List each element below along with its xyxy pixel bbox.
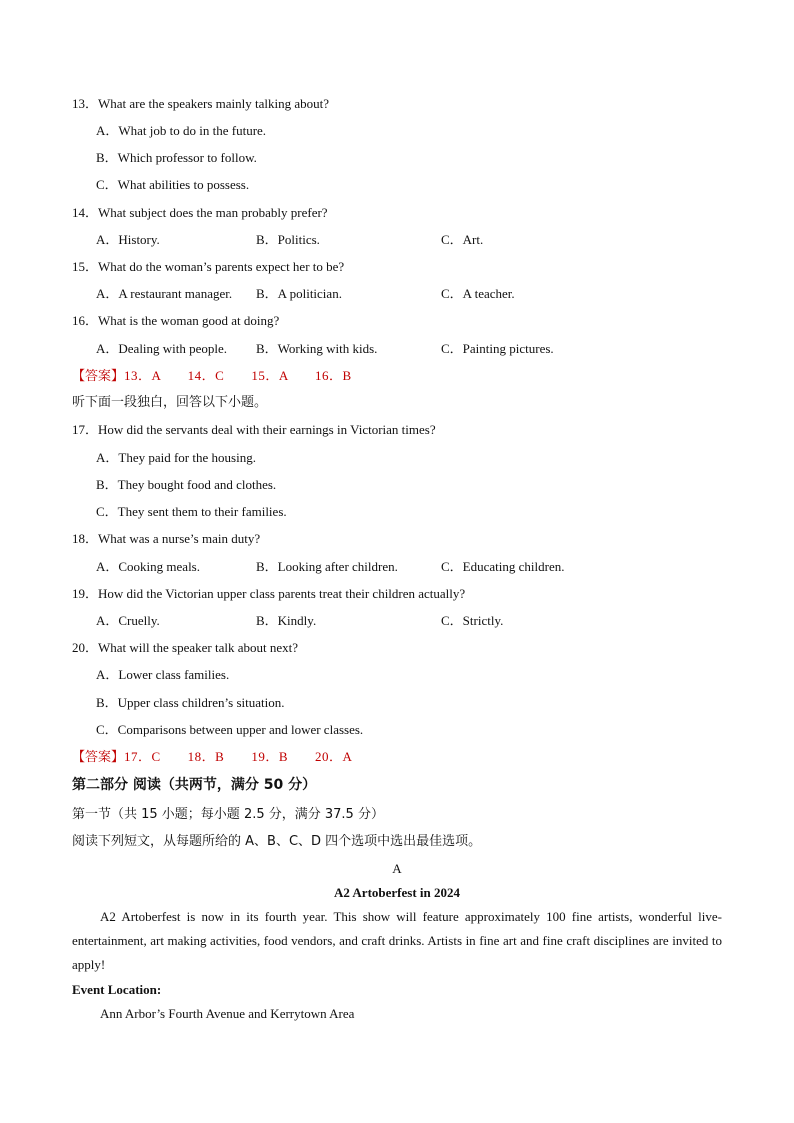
answer-label: 【答案】 <box>72 750 125 765</box>
q17-option-b: B．They bought food and clothes. <box>96 477 277 492</box>
q13-option-b: B．Which professor to follow. <box>96 150 257 165</box>
q20-option-c: C．Comparisons between upper and lower classes. <box>96 722 364 737</box>
passage-title: A2 Artoberfest in 2024 <box>333 885 460 900</box>
question-17: 17．How did the servants deal with their earnings in Victorian times? <box>72 422 436 437</box>
q19-option-a: A．Cruelly. <box>96 613 160 628</box>
q20-option-b: B．Upper class children’s situation. <box>96 695 285 710</box>
monologue-intro: 听下面一段独白，回答以下小题。 <box>72 395 268 410</box>
answer-label: 【答案】 <box>72 369 125 384</box>
reading-instructions: 阅读下列短文，从每题所给的 A、B、C、D 四个选项中选出最佳选项。 <box>72 834 482 849</box>
q13-option-a: A．What job to do in the future. <box>96 123 267 138</box>
q14-option-c: C．Art. <box>441 232 484 247</box>
section1-title: 第一节（共 15 小题；每小题 2.5 分，满分 37.5 分） <box>72 807 384 822</box>
q16-option-b: B．Working with kids. <box>256 341 378 356</box>
q19-option-b: B．Kindly. <box>256 613 317 628</box>
q15-option-b: B．A politician. <box>256 286 342 301</box>
passage-letter: A <box>392 861 402 876</box>
event-location-heading: Event Location: <box>72 982 162 997</box>
question-13: 13．What are the speakers mainly talking about? <box>72 96 330 111</box>
q14-option-b: B．Politics. <box>256 232 320 247</box>
answer-key-13-16 <box>72 368 352 385</box>
q17-option-c: C．They sent them to their families. <box>96 504 287 519</box>
q18-option-b: B．Looking after children. <box>256 559 398 574</box>
q17-option-a: A．They paid for the housing. <box>96 450 256 465</box>
answer-text: 13．A 14．C 15．A 16．B <box>124 368 352 383</box>
q18-option-a: A．Cooking meals. <box>96 559 200 574</box>
question-20: 20．What will the speaker talk about next? <box>72 640 298 655</box>
q19-option-c: C．Strictly. <box>441 613 504 628</box>
question-16: 16．What is the woman good at doing? <box>72 313 280 328</box>
question-15: 15．What do the woman’s parents expect her to be? <box>72 259 345 274</box>
q16-option-a: A．Dealing with people. <box>96 341 228 356</box>
q15-option-a: A．A restaurant manager. <box>96 286 233 301</box>
q14-option-a: A．History. <box>96 232 160 247</box>
event-location-text: Ann Arbor’s Fourth Avenue and Kerrytown Area <box>100 1006 355 1021</box>
answer-key-17-20 <box>72 749 352 766</box>
question-19: 19．How did the Victorian upper class parents treat their children actually? <box>72 586 466 601</box>
question-18: 18．What was a nurse’s main duty? <box>72 531 261 546</box>
q20-option-a: A．Lower class families. <box>96 667 230 682</box>
q13-option-c: C．What abilities to possess. <box>96 177 250 192</box>
part2-title: 第二部分 阅读（共两节，满分 50 分） <box>72 777 317 793</box>
passage-paragraph: A2 Artoberfest is now in its fourth year. This show will feature approximately 100 fine artists, wonderful live-entertainment, art making activities, food vendors, and craft drinks. Artists in fine art and fine craft disciplines are invited to apply! <box>72 909 722 972</box>
q15-option-c: C．A teacher. <box>441 286 515 301</box>
q18-option-c: C．Educating children. <box>441 559 565 574</box>
answer-text: 17．C 18．B 19．B 20．A <box>124 749 353 764</box>
question-14: 14．What subject does the man probably prefer? <box>72 205 328 220</box>
q16-option-c: C．Painting pictures. <box>441 341 554 356</box>
